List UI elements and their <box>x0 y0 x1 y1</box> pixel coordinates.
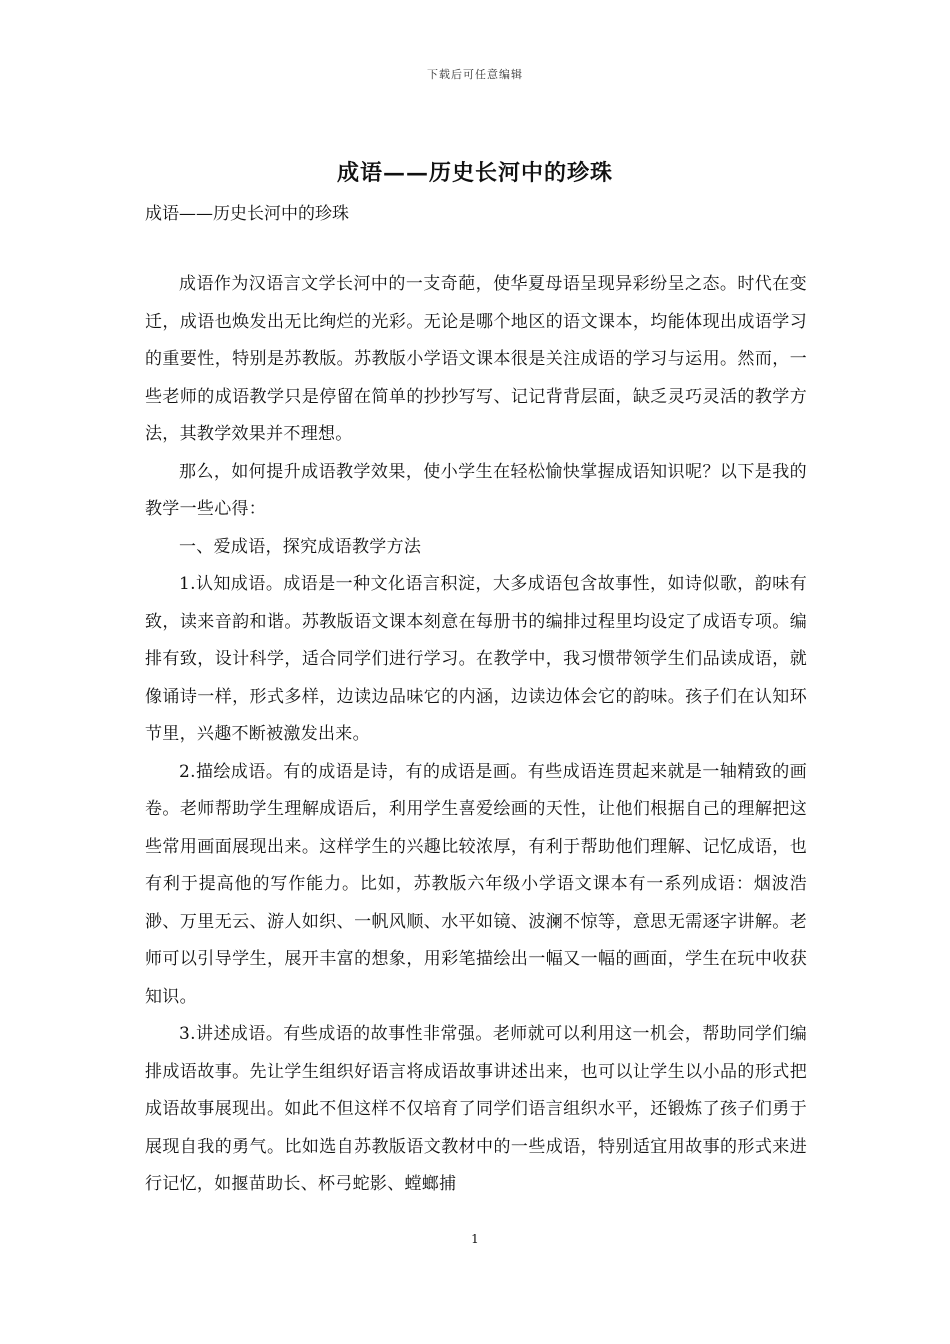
section-heading: 一、爱成语，探究成语教学方法 <box>179 536 422 557</box>
paragraph: 2.描绘成语。有的成语是诗，有的成语是画。有些成语连贯起来就是一轴精致的画卷。老师帮助学生理解成语后，利用学生喜爱绘画的天性，让他们根据自己的理解把这些常用画面展现出来。这样学生的兴趣比较浓厚，有利于帮助他们理解、记忆成语，也有利于提高他的写作能力。比如，苏教版六年级小学语文课本有一系列成语：烟波浩渺、万里无云、游人如织、一帆风顺、水平如镜、波澜不惊等，意思无需逐字讲解。老师可以引导学生，展开丰富的想象，用彩笔描绘出一幅又一幅的画面，学生在玩中收获知识。 <box>145 761 807 1007</box>
paragraph: 成语作为汉语言文学长河中的一支奇葩，使华夏母语呈现异彩纷呈之态。时代在变迁，成语也焕发出无比绚烂的光彩。无论是哪个地区的语文课本，均能体现出成语学习的重要性，特别是苏教版。苏教版小学语文课本很是关注成语的学习与运用。然而，一些老师的成语教学只是停留在简单的抄抄写写、记记背背层面，缺乏灵巧灵活的教学方法，其教学效果并不理想。 <box>145 274 807 444</box>
paragraph: 那么，如何提升成语教学效果，使小学生在轻松愉快掌握成语知识呢？以下是我的教学一些心得： <box>145 461 807 519</box>
document-title: 成语——历史长河中的珍珠 <box>336 160 613 186</box>
page-number: 1 <box>471 1232 479 1246</box>
document-body <box>145 266 807 1204</box>
paragraph: 1.认知成语。成语是一种文化语言积淀，大多成语包含故事性，如诗似歌，韵味有致，读来音韵和谐。苏教版语文课本刻意在每册书的编排过程里均设定了成语专项。编排有致，设计科学，适合同学们进行学习。在教学中，我习惯带领学生们品读成语，就像诵诗一样，形式多样，边读边品味它的内涵，边读边体会它的韵味。孩子们在认知环节里，兴趣不断被激发出来。 <box>145 574 807 744</box>
document-subtitle: 成语——历史长河中的珍珠 <box>145 204 349 224</box>
header-note: 下载后可任意编辑 <box>427 68 523 81</box>
paragraph: 3.讲述成语。有些成语的故事性非常强。老师就可以利用这一机会，帮助同学们编排成语故事。先让学生组织好语言将成语故事讲述出来，也可以让学生以小品的形式把成语故事展现出。如此不但这样不仅培育了同学们语言组织水平，还锻炼了孩子们勇于展现自我的勇气。比如选自苏教版语文教材中的一些成语，特别适宜用故事的形式来进行记忆，如揠苗助长、杯弓蛇影、螳螂捕 <box>145 1024 807 1194</box>
